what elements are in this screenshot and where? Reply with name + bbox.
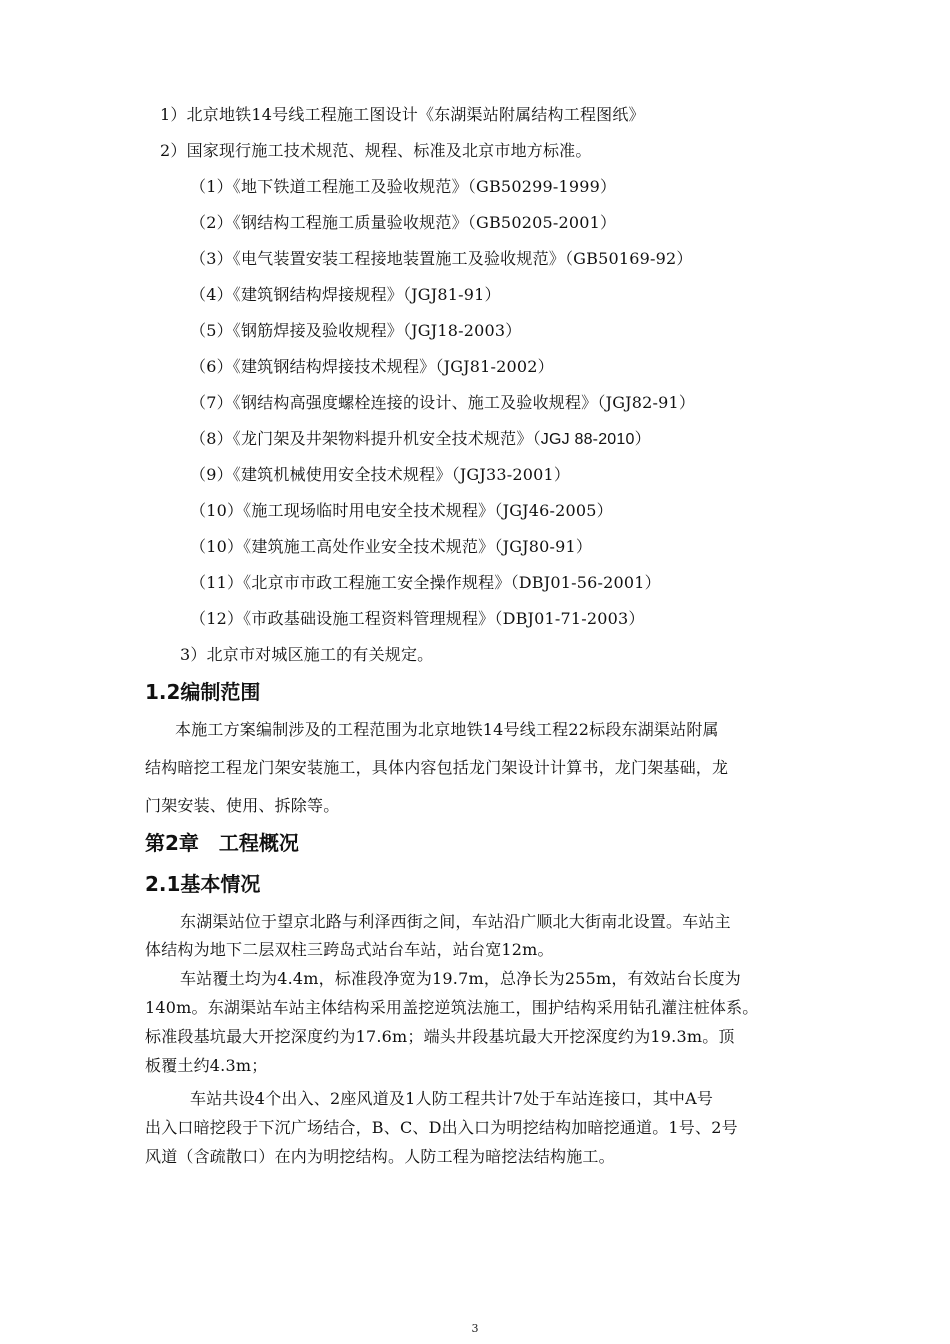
standard-item bbox=[190, 501, 613, 521]
paragraph-line: 出入口暗挖段于下沉广场结合，B、C、D出入口为明挖结构加暗挖通道。1号、2号 bbox=[145, 1118, 738, 1137]
standard-title: 《钢结构高强度螺栓连接的设计、施工及验收规程》 bbox=[232, 393, 598, 412]
standard-item bbox=[190, 429, 651, 450]
standard-code: （GB50205-2001） bbox=[467, 213, 617, 232]
standard-code: JGJ 88-2010 bbox=[540, 431, 635, 448]
standard-item bbox=[190, 609, 645, 629]
standard-number: （1） bbox=[190, 177, 233, 196]
standard-title: 《钢筋焊接及验收规程》 bbox=[232, 321, 403, 340]
paragraph-line: 本施工方案编制涉及的工程范围为北京地铁14号线工程22标段东湖渠站附属 bbox=[175, 720, 719, 739]
standard-item bbox=[190, 573, 661, 593]
standard-number: （10） bbox=[190, 537, 244, 556]
standard-code: （GB50299-1999） bbox=[467, 177, 617, 196]
standard-item bbox=[190, 537, 592, 557]
standard-code: （GB50169-92） bbox=[564, 249, 693, 268]
standard-number: （6） bbox=[190, 357, 233, 376]
standard-code: （JGJ46-2005） bbox=[494, 501, 613, 520]
standard-item bbox=[190, 321, 521, 341]
page-number: 3 bbox=[471, 1322, 479, 1335]
basis-item-2: 2）国家现行施工技术规范、规程、标准及北京市地方标准。 bbox=[160, 141, 592, 160]
section-heading: 1.2编制范围 bbox=[145, 680, 261, 704]
standard-item bbox=[190, 285, 501, 305]
standard-number: （4） bbox=[190, 285, 233, 304]
paragraph-line: 140m。东湖渠站车站主体结构采用盖挖逆筑法施工，围护结构采用钻孔灌注桩体系。 bbox=[145, 998, 759, 1017]
paragraph-line: 门架安装、使用、拆除等。 bbox=[145, 796, 340, 815]
standard-title: 《市政基础设施工程资料管理规程》 bbox=[243, 609, 495, 628]
standard-code: （JGJ81-91） bbox=[402, 285, 501, 304]
paragraph-line: 标准段基坑最大开挖深度约为17.6m；端头井段基坑最大开挖深度约为19.3m。顶 bbox=[145, 1027, 735, 1046]
standard-item bbox=[190, 465, 570, 485]
standard-title: 《钢结构工程施工质量验收规范》 bbox=[232, 213, 468, 232]
standard-number: （11） bbox=[190, 573, 244, 592]
standard-number: （8） bbox=[190, 429, 233, 448]
standard-title: 《施工现场临时用电安全技术规程》 bbox=[243, 501, 495, 520]
paragraph-line: 车站共设4个出入、2座风道及1人防工程共计7处于车站连接口，其中A号 bbox=[190, 1089, 714, 1108]
standard-title: 《龙门架及井架物料提升机安全技术规范》 bbox=[232, 429, 533, 448]
standard-title: 《建筑机械使用安全技术规程》 bbox=[232, 465, 452, 484]
standard-title: 《建筑钢结构焊接规程》 bbox=[232, 285, 403, 304]
standard-number: （2） bbox=[190, 213, 233, 232]
basis-item-3: 3）北京市对城区施工的有关规定。 bbox=[180, 645, 434, 664]
standard-number: （7） bbox=[190, 393, 233, 412]
paragraph-line: 车站覆土均为4.4m，标准段净宽为19.7m，总净长为255m，有效站台长度为 bbox=[180, 969, 741, 988]
standard-code: （DBJ01-56-2001） bbox=[510, 573, 661, 592]
standard-code: （JGJ81-2002） bbox=[435, 357, 554, 376]
standard-title: 《北京市市政工程施工安全操作规程》 bbox=[243, 573, 511, 592]
standard-number: （5） bbox=[190, 321, 233, 340]
standard-code-open: （ bbox=[532, 429, 541, 448]
standard-number: （3） bbox=[190, 249, 233, 268]
standard-item bbox=[190, 213, 616, 233]
standard-item bbox=[190, 393, 695, 413]
standard-title: 《电气装置安装工程接地装置施工及验收规范》 bbox=[232, 249, 565, 268]
paragraph-line: 体结构为地下二层双柱三跨岛式站台车站，站台宽12m。 bbox=[145, 940, 554, 959]
standard-item bbox=[190, 177, 616, 197]
standard-code-close: ） bbox=[634, 429, 651, 448]
standard-title: 《建筑施工高处作业安全技术规范》 bbox=[243, 537, 495, 556]
section-heading: 2.1基本情况 bbox=[145, 872, 261, 896]
standard-title: 《地下铁道工程施工及验收规范》 bbox=[232, 177, 468, 196]
standard-code: （JGJ80-91） bbox=[494, 537, 593, 556]
standard-number: （10） bbox=[190, 501, 244, 520]
standard-item bbox=[190, 357, 554, 377]
basis-item-1: 1）北京地铁14号线工程施工图设计《东湖渠站附属结构工程图纸》 bbox=[160, 105, 645, 124]
standard-code: （JGJ82-91） bbox=[597, 393, 696, 412]
standard-number: （9） bbox=[190, 465, 233, 484]
standard-code: （JGJ33-2001） bbox=[451, 465, 571, 484]
paragraph-line: 东湖渠站位于望京北路与利泽西街之间，车站沿广顺北大街南北设置。车站主 bbox=[180, 912, 731, 931]
paragraph-line: 板覆土约4.3m； bbox=[145, 1056, 268, 1075]
standard-number: （12） bbox=[190, 609, 244, 628]
chapter-heading: 第2章 工程概况 bbox=[145, 831, 299, 855]
paragraph-line: 结构暗挖工程龙门架安装施工，具体内容包括龙门架设计计算书，龙门架基础，龙 bbox=[145, 758, 729, 777]
standard-item bbox=[190, 249, 693, 269]
standard-code: （DBJ01-71-2003） bbox=[494, 609, 645, 628]
standard-code: （JGJ18-2003） bbox=[402, 321, 522, 340]
standard-title: 《建筑钢结构焊接技术规程》 bbox=[232, 357, 436, 376]
paragraph-line: 风道（含疏散口）在内为明挖结构。人防工程为暗挖法结构施工。 bbox=[145, 1147, 615, 1166]
